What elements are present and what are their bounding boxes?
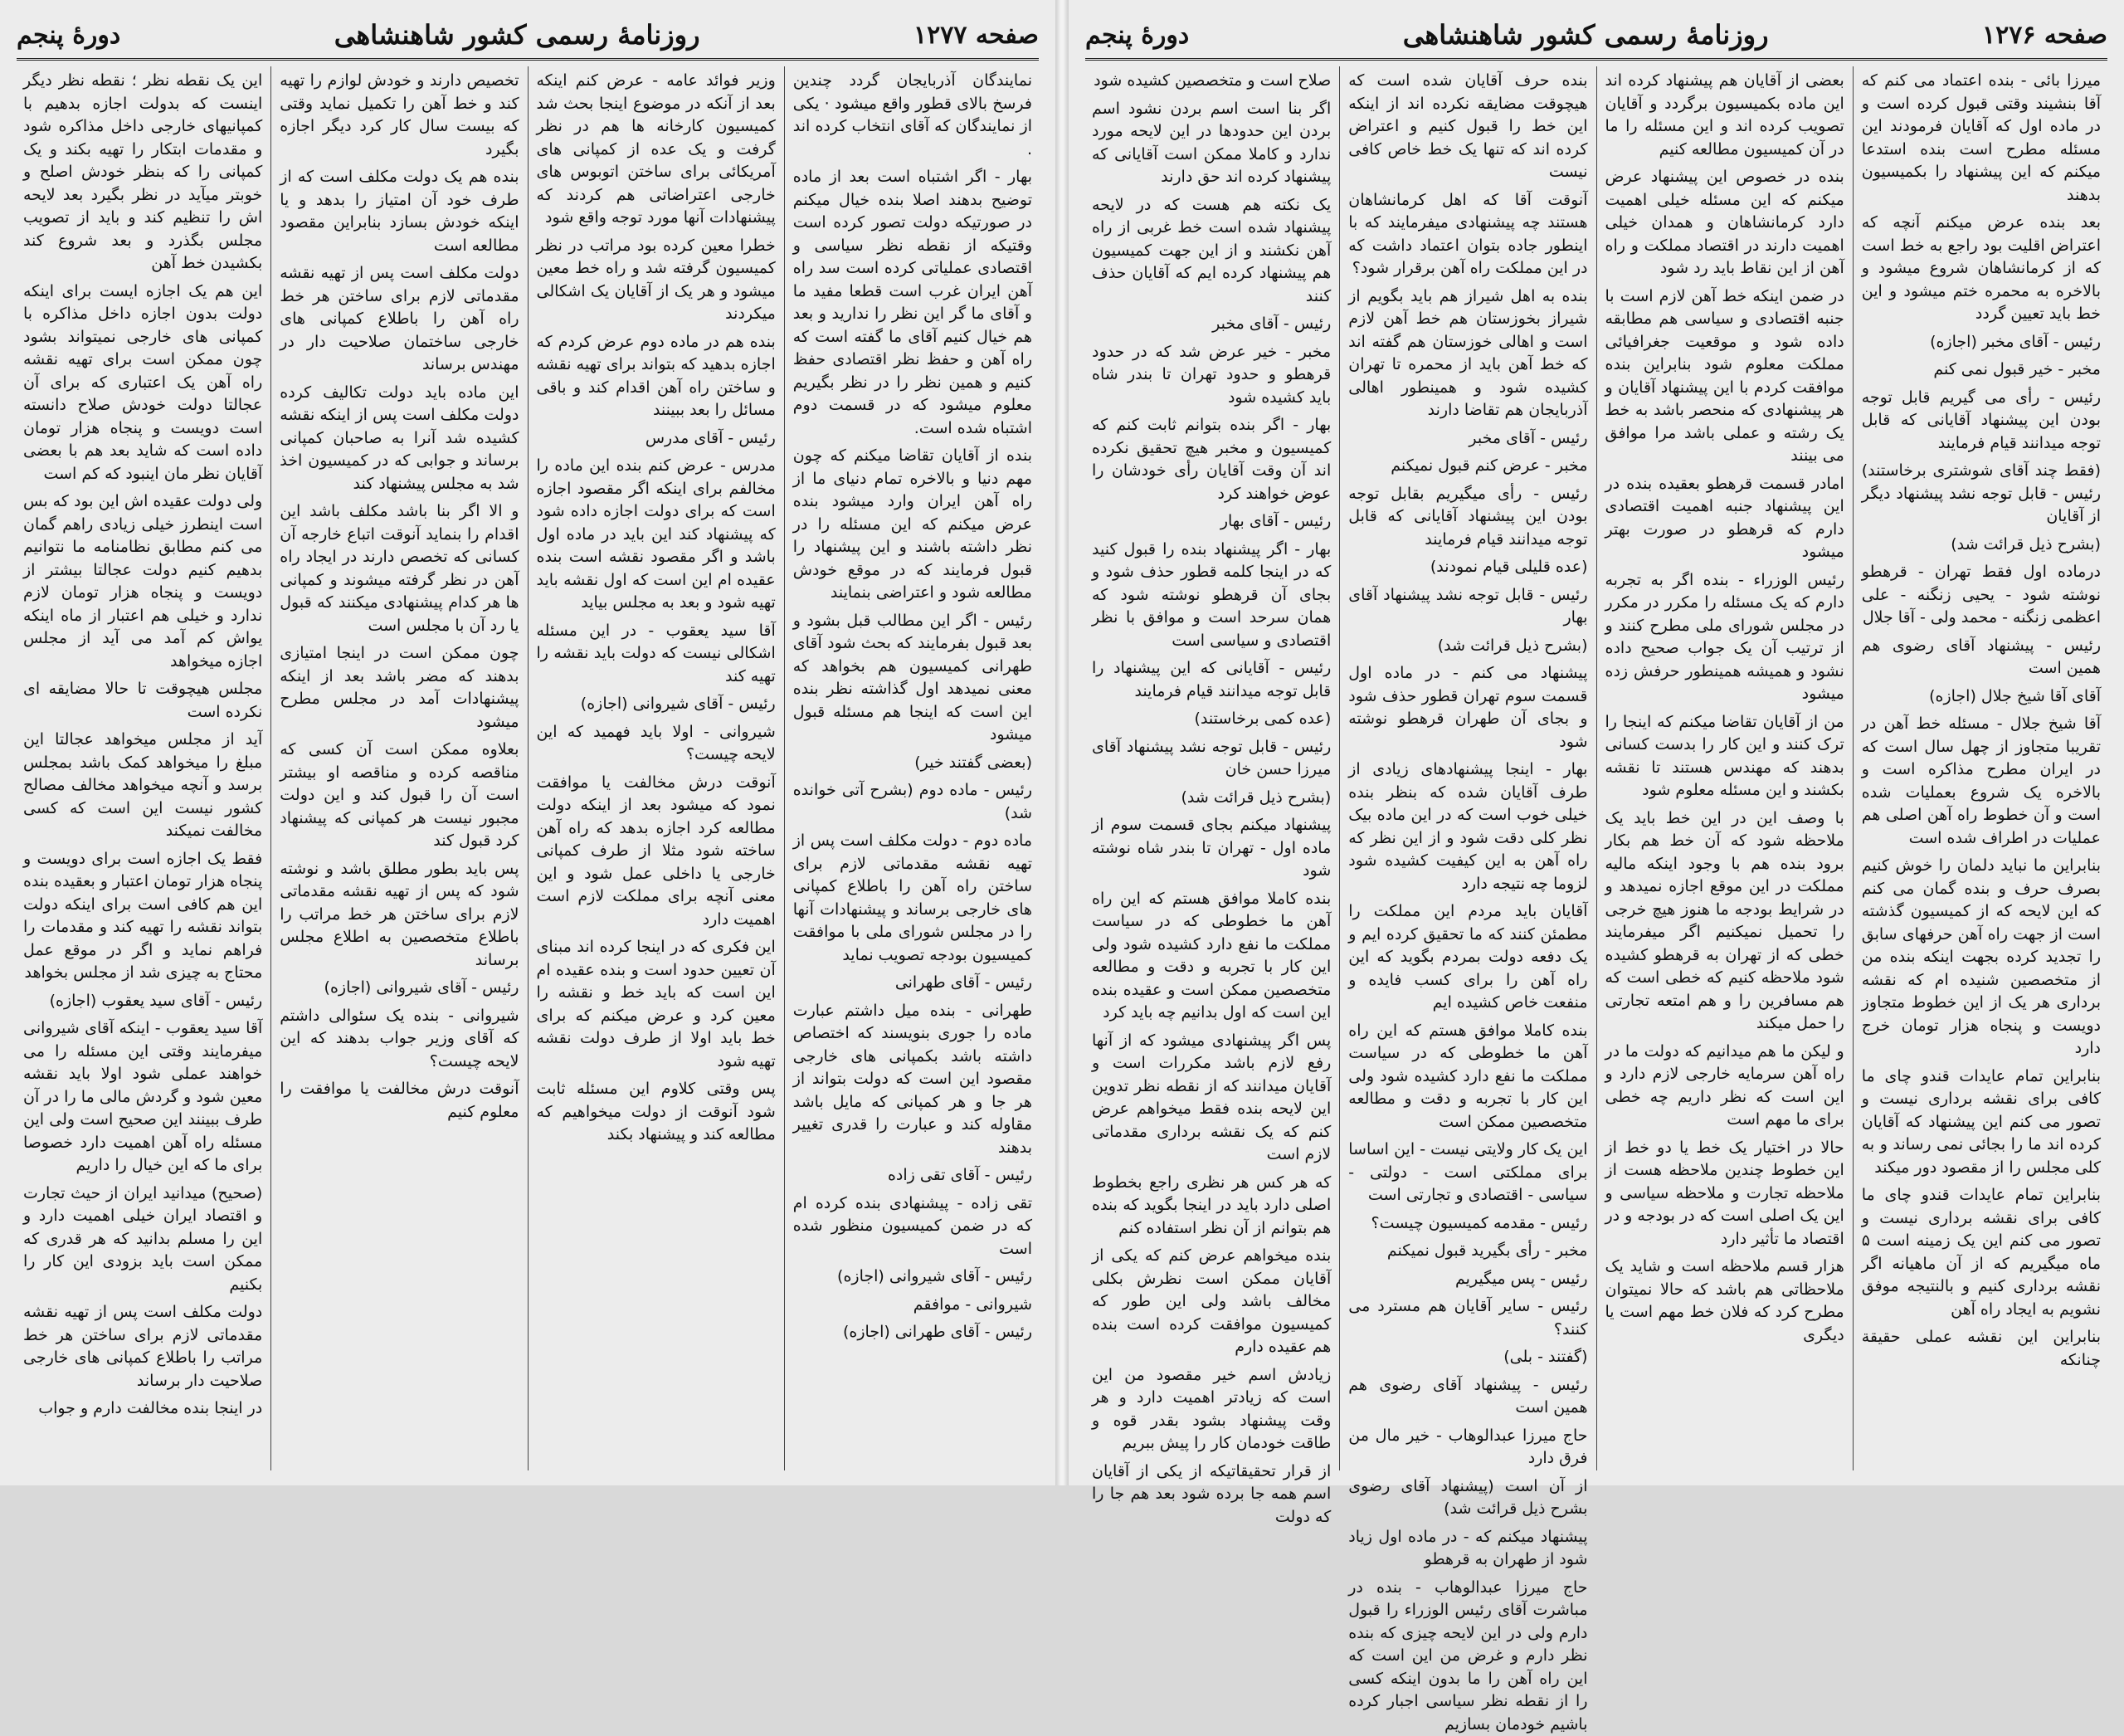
column-paragraph: بنده میخواهم عرض کنم که یکی از آقایان ممکن است نظرش بکلی مخالف باشد ولی این طور که کمیسیون موافقت کرده است بنده هم عقیده دارم (1092, 1245, 1331, 1359)
column-paragraph: (صحیح) میدانید ایران از حیث تجارت و اقتصاد ایران خیلی اهمیت دارد و این را مسلم بدانید که هر قدری که ممکن است باید بزودی این کار را بکنیم (23, 1183, 262, 1297)
column-paragraph: درماده اول فقط تهران - قرهطو نوشته شود - یحیی زنگنه - علی اعظمی زنگنه - محمد ولی - آقا جلال (1862, 561, 2101, 630)
column-paragraph: بنابراین ما نباید دلمان را خوش کنیم بصرف حرف و بنده گمان می کنم که این لایحه که از کمیسیون گذشته است از جهت راه آهن حرفهای سابق را تجدید کرده بجهت اینکه بنده من از متخصصین شنیده ام که نقشه برداری هر یک از این خطوط متجاوز دویست و پنجاه هزار تومان خرج دارد (1862, 855, 2101, 1061)
column-paragraph: رئیس - آقای شیروانی (اجازه) (537, 693, 776, 716)
column-paragraph: رئیس - آقای مخبر (اجازه) (1862, 331, 2101, 354)
column-paragraph: بهار - اگر پیشنهاد بنده را قبول کنید که در اینجا کلمه قطور حذف شود و بجای آن قرهطو نوشته شود که همان سرحد است و موافق با نظر اقتصادی و سیاسی است (1092, 539, 1331, 653)
column-paragraph: طهرانی - بنده میل داشتم عبارت ماده را جوری بنویسند که اختصاص داشته باشد بکمپانی های خارجی مقصود این است که دولت بتواند از هر جا و هر کمپانی که مایل باشد مقاوله کند و عبارت را قدری تغییر بدهند (793, 1000, 1032, 1160)
column-paragraph: اگر بنا است اسم بردن نشود اسم بردن این حدودها در این لایحه مورد ندارد و کاملا ممکن است آقایانی که پیشنهاد کرده اند حق دارند (1092, 98, 1331, 189)
column-paragraph: رئیس - آقای مخبر (1092, 313, 1331, 336)
column-paragraph: فقط یک اجازه است برای دویست و پنجاه هزار تومان اعتبار و بعقیده بنده این هم کافی است برای اینکه دولت بتواند نقشه را تهیه کند و مقدمات را فراهم نماید و اگر در موقع عمل محتاج به چیزی شد از مجلس بخواهد (23, 848, 262, 985)
column-paragraph: (عده کمی برخاستند) (1092, 708, 1331, 731)
column-paragraph: رئیس - آقای سید یعقوب (اجازه) (23, 990, 262, 1013)
column-paragraph: رئیس - آقای تقی زاده (793, 1164, 1032, 1187)
column-paragraph: بنده از آقایان تقاضا میکنم که چون مهم دنیا و بالاخره تمام دنیای ما از راه آهن ایران وارد میشود بنده عرض میکنم که این مسئله را در نظر داشته باشند و این پیشنهاد را قبول فرمایند که در موقع خودش مطالعه شود و اعتراضی بنمایند (793, 445, 1032, 605)
column-paragraph: رئیس - آقای طهرانی (793, 972, 1032, 995)
column-paragraph: آقای آقا شیخ جلال (اجازه) (1862, 685, 2101, 709)
column-paragraph: پیشنهاد میکنم که - در ماده اول زیاد شود از طهران به قرهطو (1348, 1526, 1587, 1572)
column-paragraph: من از آقایان تقاضا میکنم که اینجا را ترک کنند و این کار را بدست کسانی بدهند که مهندس هستند تا نقشه بکشند و این مسئله معلوم شود (1605, 711, 1844, 802)
page-gutter (1055, 0, 1069, 1485)
column-paragraph: مخبر - رأی بگیرید قبول نمیکنم (1348, 1240, 1587, 1263)
column-paragraph: بنده هم در ماده دوم عرض کردم که اجازه بدهید که بتواند برای تهیه نقشه و ساختن راه آهن اقدام کند و باقی مسائل را بعد ببینند (537, 331, 776, 422)
column-paragraph: و لیکن ما هم میدانیم که دولت ما در راه آهن سرمایه خارجی لازم دارد و این است که نظر داریم چه خطی برای ما مهم است (1605, 1041, 1844, 1132)
column-paragraph: بعلاوه ممکن است آن کسی که مناقصه کرده و مناقصه او بیشتر است آن را قبول کند و این دولت مجبور نیست هر کمپانی که پیشنهاد کرد قبول کند (280, 739, 519, 853)
column-paragraph: هزار قسم ملاحظه است و شاید یک ملاحظاتی هم باشد که حالا نمیتوان مطرح کرد که فلان خط مهم است یا دیگری (1605, 1256, 1844, 1347)
column-paragraph: (گفتند - بلی) (1348, 1346, 1587, 1369)
column-paragraph: رئیس - اگر این مطالب قبل بشود و بعد قبول بفرمایند که بحث شود آقای طهرانی کمیسیون هم بخواهد که معنی نمیدهد اول گذاشته نظر بنده این است که اینجا هم مسئله قبول میشود (793, 610, 1032, 747)
column-paragraph: و الا اگر بنا باشد مکلف باشد این اقدام را بنماید آنوقت اتباع خارجه آن کسانی که تخصص دارند در ایجاد راه آهن در نظر گرفته میشوند و کمپانی ها هر کدام پیشنهادی میکنند که قبول یا رد آن با مجلس است (280, 500, 519, 637)
column-paragraph: پس وقتی کلاوم این مسئله ثابت شود آنوقت از دولت میخواهیم که مطالعه کند و پیشنهاد بکند (537, 1078, 776, 1147)
column-paragraph: دولت مکلف است پس از تهیه نقشه مقدماتی لازم برای ساختن هر خط مراتب را باطلاع کمپانی های خارجی صلاحیت دار برساند (23, 1301, 262, 1392)
column-paragraph: (بشرح ذیل قرائت شد) (1862, 534, 2101, 557)
column-paragraph: ماده دوم - دولت مکلف است پس از تهیه نقشه مقدماتی لازم برای ساختن راه آهن را باطلاع کمپانی های خارجی برساند و پیشنهادات آنها را در مجلس شورای ملی با موافقت کمیسیون بودجه تصویب نماید (793, 830, 1032, 967)
column-paragraph: از آن است (پیشنهاد آقای رضوی بشرح ذیل قرائت شد) (1348, 1475, 1587, 1521)
column-paragraph: رئیس - رأی می گیریم قابل توجه بودن این پیشنهاد آقایانی که قابل توجه میدانند قیام فرمایند (1862, 387, 2101, 456)
column-paragraph: حاج میرزا عبدالوهاب - خیر مال من فرق دارد (1348, 1425, 1587, 1470)
right-column-1 (1853, 66, 2109, 1470)
column-paragraph: دولت مکلف است پس از تهیه نقشه مقدماتی لازم برای ساختن هر خط راه آهن را باطلاع کمپانی های خارجی ساختمان صلاحیت دار در مهندس برساند (280, 262, 519, 377)
right-column-4 (1084, 66, 1339, 1470)
column-paragraph: مخبر - عرض کنم قبول نمیکنم (1348, 455, 1587, 478)
column-paragraph: بعد بنده عرض میکنم آنچه که اعتراض اقلیت بود راجع به خط است که از کرمانشاهان شروع میشود و بالاخره به محمره ختم میشود و این خط باید تعیین گردد (1862, 212, 2101, 326)
column-paragraph: آقایان باید مردم این مملکت را مطمئن کنند که ما تحقیق کرده ایم و یک دفعه دولت بمردم بگوید که این راه آهن را برای کسب فایده و منفعت خاص کشیده ایم (1348, 900, 1587, 1015)
column-paragraph: رئیس - مقدمه کمیسیون چیست؟ (1348, 1212, 1587, 1236)
column-paragraph: شیروانی - اولا باید فهمید که این لایحه چیست؟ (537, 721, 776, 767)
volume-label: دورهٔ پنجم (17, 21, 120, 50)
column-paragraph: بهار - اگر بنده بتوانم ثابت کنم که کمیسیون و مخبر هیچ تحقیق نکرده اند آن وقت آقایان رأی خودشان را عوض خواهند کرد (1092, 414, 1331, 505)
column-paragraph: آقا شیخ جلال - مسئله خط آهن در تقریبا متجاوز از چهل سال است که در ایران مطرح مذاکره است و بالاخره یک شروع بعملیات شده است و آن خطوط راه آهن اصلی هم عملیات در اطراف شده است (1862, 713, 2101, 850)
column-paragraph: پیشنهاد می کنم - در ماده اول قسمت سوم تهران قطور حذف شود و بجای آن طهران قرهطو نوشته شود (1348, 662, 1587, 753)
column-paragraph: تقی زاده - پیشنهادی بنده کرده ام که در ضمن کمیسیون منظور شده است (793, 1192, 1032, 1261)
page-number: صفحه ۱۲۷۶ (1982, 21, 2107, 50)
column-paragraph: صلاح است و متخصصین کشیده شود (1092, 70, 1331, 93)
column-paragraph: رئیس - آقای شیروانی (اجازه) (280, 977, 519, 1000)
column-paragraph: (عده قلیلی قیام نمودند) (1348, 556, 1587, 579)
column-paragraph: با وصف این در این خط باید یک ملاحظه شود که آن خط هم بکار برود بنده هم با وجود اینکه مالیه مملکت در این موقع اجازه نمیدهد و در شرایط بودجه ما هنوز هیچ خرجی را تحمیل نمیکنیم اگر میفرمایند خطی که از تهران به قرهطو کشیده شود ملاحظه کنیم که خطی است که هم مسافرین را و هم امتعه تجارتی را حمل میکند (1605, 807, 1844, 1036)
column-paragraph: آقا سید یعقوب - در این مسئله اشکالی نیست که دولت باید نقشه را تهیه کند (537, 620, 776, 689)
column-paragraph: این یک کار ولایتی نیست - این اساسا برای مملکتی است - دولتی - سیاسی - اقتصادی و تجارتی است (1348, 1139, 1587, 1207)
column-paragraph: (بشرح ذیل قرائت شد) (1092, 787, 1331, 810)
column-paragraph: بهار - اینجا پیشنهادهای زیادی از طرف آقایان شده که بنظر بنده خیلی خوب است که در این ماده بیک نظر کلی دقت شود و از این نظر که راه آهن به این کیفیت کشیده شود لزوما چه نتیجه دارد (1348, 758, 1587, 895)
column-paragraph: بنده در خصوص این پیشنهاد عرض میکنم که این مسئله خیلی اهمیت دارد کرمانشاهان و همدان خیلی اهمیت دارند در اقتصاد مملکت و راه آهن از این نقاط باید رد شود (1605, 166, 1844, 280)
column-paragraph: ولی دولت عقیده اش این بود که بس است اینطرز خیلی زیادی راهم گمان می کنم مطابق نظامنامه ما نتوانیم بدهیم کنیم دولت عجالتا بیشتر از دویست و پنجاه هزار تومان لازم ندارد و خیلی هم اعتبار از ماه اینکه یواش کم آمد می آید از مجلس اجازه میخواهد (23, 490, 262, 673)
column-paragraph: شیروانی - موافقم (793, 1294, 1032, 1317)
right-page (1069, 0, 2124, 1485)
column-paragraph: این هم یک اجازه ایست برای اینکه دولت بدون اجازه داخل مذاکره با کمپانی های خارجی نمیتواند بشود چون ممکن است برای تهیه نقشه راه آهن یک اعتباری که برای آن عجالتا دولت خودش صلاح دانسته است دویست و پنجاه هزار تومان داده است که شاید بعد هم با بعضی آقایان نظر مان اینبود که کم است (23, 280, 262, 486)
column-paragraph: بعضی از آقایان هم پیشنهاد کرده اند این ماده بکمیسیون برگردد و آقایان تصویب کرده اند و این مسئله را ما در آن کمیسیون مطالعه کنیم (1605, 70, 1844, 161)
column-paragraph: رئیس - آقایانی که این پیشنهاد را قابل توجه میدانند قیام فرمایند (1092, 657, 1331, 703)
column-paragraph: رئیس - قابل توجه نشد پیشنهاد آقای میرزا حسن خان (1092, 736, 1331, 782)
column-paragraph: حالا در اختیار یک خط یا دو خط از این خطوط چندین ملاحظه هست از ملاحظه تجارت و ملاحظه سیاسی و این یک اصلی است که در بودجه و در اقتصاد ما تأثیر دارد (1605, 1137, 1844, 1251)
column-paragraph: خطرا معین کرده بود مراتب در نظر کمیسیون گرفته شد و راه خط معین میشود و هر یک از آقایان یک اشکالی میکردند (537, 235, 776, 326)
page-number: صفحه ۱۲۷۷ (913, 21, 1039, 50)
column-paragraph: رئیس - آقای طهرانی (اجازه) (793, 1321, 1032, 1344)
column-paragraph: در ضمن اینکه خط آهن لازم است با جنبه اقتصادی و سیاسی هم مطابقه داده شود و موقعیت جغرافیائی مملکت معلوم شود بنابراین بنده موافقت کردم با این پیشنهاد آقایان و هر پیشنهادی که منحصر باشد به خط یک رشته و عملی باشد مرا موافق می بینند (1605, 285, 1844, 468)
column-paragraph: رئیس - ماده دوم (بشرح آتی خوانده شد) (793, 779, 1032, 825)
column-paragraph: میرزا بائی - بنده اعتماد می کنم که آقا بنشیند وقتی قبول کرده است و در ماده اول که آقایان فرمودند این مسئله مطرح است بنده استدعا میکنم که این پیشنهاد را بکمیسیون بدهند (1862, 70, 2101, 207)
column-paragraph: این ماده باید دولت تکالیف کرده دولت مکلف است پس از اینکه نقشه کشیده شد آنرا به صاحبان کمپانی برساند و جوابی که در کمیسیون اخذ شد به مجلس پیشنهاد کند (280, 382, 519, 496)
column-paragraph: رئیس - پیشنهاد آقای رضوی هم همین است (1348, 1374, 1587, 1420)
column-paragraph: حاج میرزا عبدالوهاب - بنده در مباشرت آقای رئیس الوزراء را قبول دارم ولی در این لایحه چیزی که بنده نظر دارم و غرض من این است که این راه آهن را ما بدون اینکه کسی را از نقطه نظر سیاسی اجبار کرده باشیم خودمان بسازیم (1348, 1577, 1587, 1736)
column-paragraph: در اینجا بنده مخالفت دارم و جواب (23, 1397, 262, 1421)
column-paragraph: نمایندگان آذربایجان گردد چندین فرسخ بالای قطور واقع میشود · یکی از نمایندگان که آقای انتخاب کرده اند . (793, 70, 1032, 161)
column-paragraph: بنابراین تمام عایدات قندو چای ما کافی برای نقشه برداری نیست و تصور می کنم این پیشنهاد که آقایان کرده اند ما را بجائی نمی رساند و به کلی مجلس را از مقصود دور میکند (1862, 1065, 2101, 1180)
left-page-columns (15, 66, 1040, 1470)
column-paragraph: آنوقت درش مخالفت یا موافقت را معلوم کنیم (280, 1078, 519, 1124)
column-paragraph: رئیس - آقای مخبر (1348, 427, 1587, 451)
column-paragraph: رئیس - پیشنهاد آقای رضوی هم همین است (1862, 635, 2101, 680)
right-column-2 (1596, 66, 1853, 1470)
column-paragraph: پس باید بطور مطلق باشد و نوشته شود که پس از تهیه نقشه مقدماتی لازم برای ساختن هر خط مراتب را باطلاع متخصصین به اطلاع مجلس برساند (280, 858, 519, 973)
column-paragraph: رئیس - آقای مدرس (537, 427, 776, 451)
column-paragraph: آنوقت آقا که اهل کرمانشاهان هستند چه پیشنهادی میفرمایند که با اینطور جاده بتوان اعتماد داشت که در این مملکت راه آهن برقرار شود؟ (1348, 189, 1587, 280)
column-paragraph: رئیس - آقای شیروانی (اجازه) (793, 1265, 1032, 1289)
column-paragraph: پیشنهاد میکنم بجای قسمت سوم از ماده اول - تهران تا بندر شاه نوشته شود (1092, 814, 1331, 883)
column-paragraph: (فقط چند آقای شوشتری برخاستند) رئیس - قابل توجه نشد پیشنهاد دیگر از آقایان (1862, 460, 2101, 529)
column-paragraph: بنده حرف آقایان شده است که هیچوقت مضایقه نکرده اند از اینکه این خط را قبول کنیم و اعتراض کرده اند که تنها یک خط خاص کافی نیست (1348, 70, 1587, 184)
column-paragraph: این فکری که در اینجا کرده اند مبنای آن تعیین حدود است و بنده عقیده ام این است که باید خط و نقشه را معین کرد و عرض میکنم که برای خط باید اولا از طرف دولت نقشه تهیه شود (537, 936, 776, 1073)
left-column-1 (784, 66, 1040, 1470)
column-paragraph: مخبر - خیر قبول نمی کنم (1862, 358, 2101, 382)
column-paragraph: مدرس - عرض کنم بنده این ماده را مخالفم برای اینکه اگر مقصود اجازه است که برای دولت اجازه داده شود که پیشنهاد کند این باید در ماده اول باشد و اگر مقصود نقشه است بنده عقیده ام این است که اول نقشه باید تهیه شود و بعد به مجلس بیاید (537, 455, 776, 615)
right-page-header (1085, 12, 2107, 61)
column-paragraph: رئیس الوزراء - بنده اگر به تجربه دارم که یک مسئله را مکرر در مکرر در مجلس شورای ملی مطرح کنند و از ترتیب آن یک جواب صحیح داده نشود و همیشه همینطور حرفش زده میشود (1605, 569, 1844, 706)
column-paragraph: که هر کس هر نظری راجع بخطوط اصلی دارد باید در اینجا بگوید که بنده هم بتوانم از آن نظر استفاده کنم (1092, 1172, 1331, 1241)
volume-label: دورهٔ پنجم (1085, 21, 1189, 50)
column-paragraph: رئیس - پس میگیریم (1348, 1268, 1587, 1291)
left-page-header (17, 12, 1039, 61)
left-page (0, 0, 1055, 1485)
column-paragraph: بنده کاملا موافق هستم که این راه آهن ما خطوطی که در سیاست مملکت ما نفع دارد کشیده شود ولی این کار با تجربه و دقت و مطالعه متخصصین ممکن است و عقیده بنده این است که اول بدانیم چه باید کرد (1092, 888, 1331, 1025)
column-paragraph: پس اگر پیشنهادی میشود که از آنها رفع لازم باشد مکررات است و آقایان میدانند که از نقطه نظر تدوین این لایحه بنده فقط میخواهم عرض کنم که یک نقشه برداری مقدماتی لازم است (1092, 1030, 1331, 1167)
column-paragraph: شیروانی - بنده یک سئوالی داشتم که آقای وزیر جواب بدهند که این لایحه چیست؟ (280, 1005, 519, 1074)
column-paragraph: بنده کاملا موافق هستم که این راه آهن ما خطوطی که در سیاست مملکت ما نفع دارد کشیده شود ولی این کار با تجربه و دقت و مطالعه متخصصین ممکن است (1348, 1020, 1587, 1134)
column-paragraph: آقا سید یعقوب - اینکه آقای شیروانی میفرمایند وقتی این مسئله را می خواهند عملی شود اولا باید نقشه معین شود و گردش مالی ما را در آن طرف ببینند این صحیح است ولی این مسئله راه آهن اهمیت دارد خصوصا برای ما که این خیال را داریم (23, 1017, 262, 1178)
column-paragraph: بنابراین تمام عایدات قندو چای ما کافی برای نقشه برداری نیست و تصور می کنم این یک زمینه است ۵ ماه میگیریم که از آن ماهیانه اگر نقشه برداری کنیم و بالنتیجه موفق نشویم به ایجاد راه آهن (1862, 1184, 2101, 1321)
column-paragraph: مخبر - خیر عرض شد که در حدود قرهطو و حدود تهران تا بندر شاه باید کشیده شود (1092, 341, 1331, 410)
column-paragraph: زیادش اسم خیر مقصود من این است که زیادتر اهمیت دارد و هر وقت پیشنهاد بشود بقدر قوه و طاقت خودمان کار را پیش ببریم (1092, 1364, 1331, 1456)
column-paragraph: (بشرح ذیل قرائت شد) (1348, 635, 1587, 658)
column-paragraph: بنابراین این نقشه عملی حقیقة چنانکه (1862, 1326, 2101, 1372)
right-column-3 (1339, 66, 1595, 1470)
column-paragraph: آنوقت درش مخالفت یا موافقت نمود که میشود بعد از اینکه دولت مطالعه کرد اجازه بدهد که راه آهن ساخته شود مثلا از طرف کمپانی خارجی یا داخلی عمل شود و این معنی آنچه برای مملکت لازم است اهمیت دارد (537, 772, 776, 932)
column-paragraph: از قرار تحقیقاتیکه از یکی از آقایان اسم همه جا برده شود بعد هم جا را که دولت (1092, 1460, 1331, 1529)
column-paragraph: مجلس هیچوقت تا حالا مضایقه ای نکرده است (23, 678, 262, 724)
column-paragraph: آید از مجلس میخواهد عجالتا این مبلغ را میخواهد کمک باشد بمجلس برسد و آنچه میخواهد مخالف مصالح کشور نیست این است که کسی مخالفت نمیکند (23, 729, 262, 843)
left-column-2 (528, 66, 784, 1470)
left-column-3 (270, 66, 527, 1470)
column-paragraph: امادر قسمت قرهطو بعقیده بنده در این پیشنهاد جنبه اهمیت اقتصادی دارم که قرهطو در صورت بهتر میشود (1605, 473, 1844, 564)
column-paragraph: بنده هم یک دولت مکلف است که از طرف خود آن امتیاز را بدهد و یا اینکه خودش بسازد بنابراین مقصود مطالعه است (280, 166, 519, 257)
column-paragraph: تخصیص دارند و خودش لوازم را تهیه کند و خط آهن را تکمیل نماید وقتی که بیست سال کار کرد دیگر اجازه بگیرد (280, 70, 519, 161)
column-paragraph: بنده به اهل شیراز هم باید بگویم از شیراز بخوزستان هم خط آهن لازم است و اهالی خوزستان هم گفته اند که خط آهن باید از محمره تا تهران کشیده شود و همینطور اهالی آذربایجان هم تقاضا دارند (1348, 285, 1587, 422)
column-paragraph: این یک نقطه نظر ؛ نقطه نظر دیگر اینست که بدولت اجازه بدهیم با کمپانیهای خارجی داخل مذاکره شود و مقدمات ابتکار را تهیه بکند و یک کمپانی را که بنظر خودش اصلح و خوبتر میآید در نظر بگیرد بعد لایحه اش را تنظیم کند و باید از تصویب مجلس بگذرد و بعد شروع کند بکشیدن خط آهن (23, 70, 262, 276)
newspaper-title: روزنامهٔ رسمی کشور شاهنشاهی (334, 19, 700, 51)
column-paragraph: رئیس - رأی میگیریم بقابل توجه بودن این پیشنهاد آقایانی که قابل توجه میدانند قیام فرمایند (1348, 483, 1587, 552)
left-column-4 (15, 66, 270, 1470)
column-paragraph: رئیس - قابل توجه نشد پیشنهاد آقای بهار (1348, 584, 1587, 630)
column-paragraph: (بعضی گفتند خیر) (793, 752, 1032, 775)
column-paragraph: رئیس - آقای بهار (1092, 510, 1331, 534)
right-page-columns (1084, 66, 2109, 1470)
column-paragraph: بهار - اگر اشتباه است بعد از ماده توضیح بدهند اصلا بنده خیال میکنم در صورتیکه دولت تصور کرده است وقتیکه از نقطه نظر سیاسی و اقتصادی عملیاتی کرده است سد راه آهن ایران غرب است قطعا مفید ما و آقای ما گر این نظر را ندارید و بعد هم خیال کنیم آقای ما گفته است که راه آهن و حفظ نظر اقتصادی حفظ کنیم و همین نظر را در نظر بگیریم معلوم میشود که در قسمت دوم اشتباه شده است. (793, 166, 1032, 440)
column-paragraph: یک نکته هم هست که در لایحه پیشنهاد شده است خط غربی از راه آهن نکشند و از این جهت کمیسیون هم پیشنهاد کرده ایم که آقایان حذف کنند (1092, 194, 1331, 309)
column-paragraph: وزیر فوائد عامه - عرض کنم اینکه بعد از آنکه در موضوع اینجا بحث شد کمیسیون کارخانه ها هم در نظر گرفت و یک عده از کمپانی های آمریکائی برای ساختن اتوبوس های خارجی اعتراضاتی هم کردند که پیشنهادات آنها مورد توجه واقع شود (537, 70, 776, 230)
newspaper-title: روزنامهٔ رسمی کشور شاهنشاهی (1403, 19, 1769, 51)
column-paragraph: چون ممکن است در اینجا امتیازی بدهند که مضر باشد بعد از اینکه پیشنهادات آمد در مجلس مطرح میشود (280, 642, 519, 734)
column-paragraph: رئیس - سایر آقایان هم مسترد می کنند؟ (1348, 1295, 1587, 1341)
